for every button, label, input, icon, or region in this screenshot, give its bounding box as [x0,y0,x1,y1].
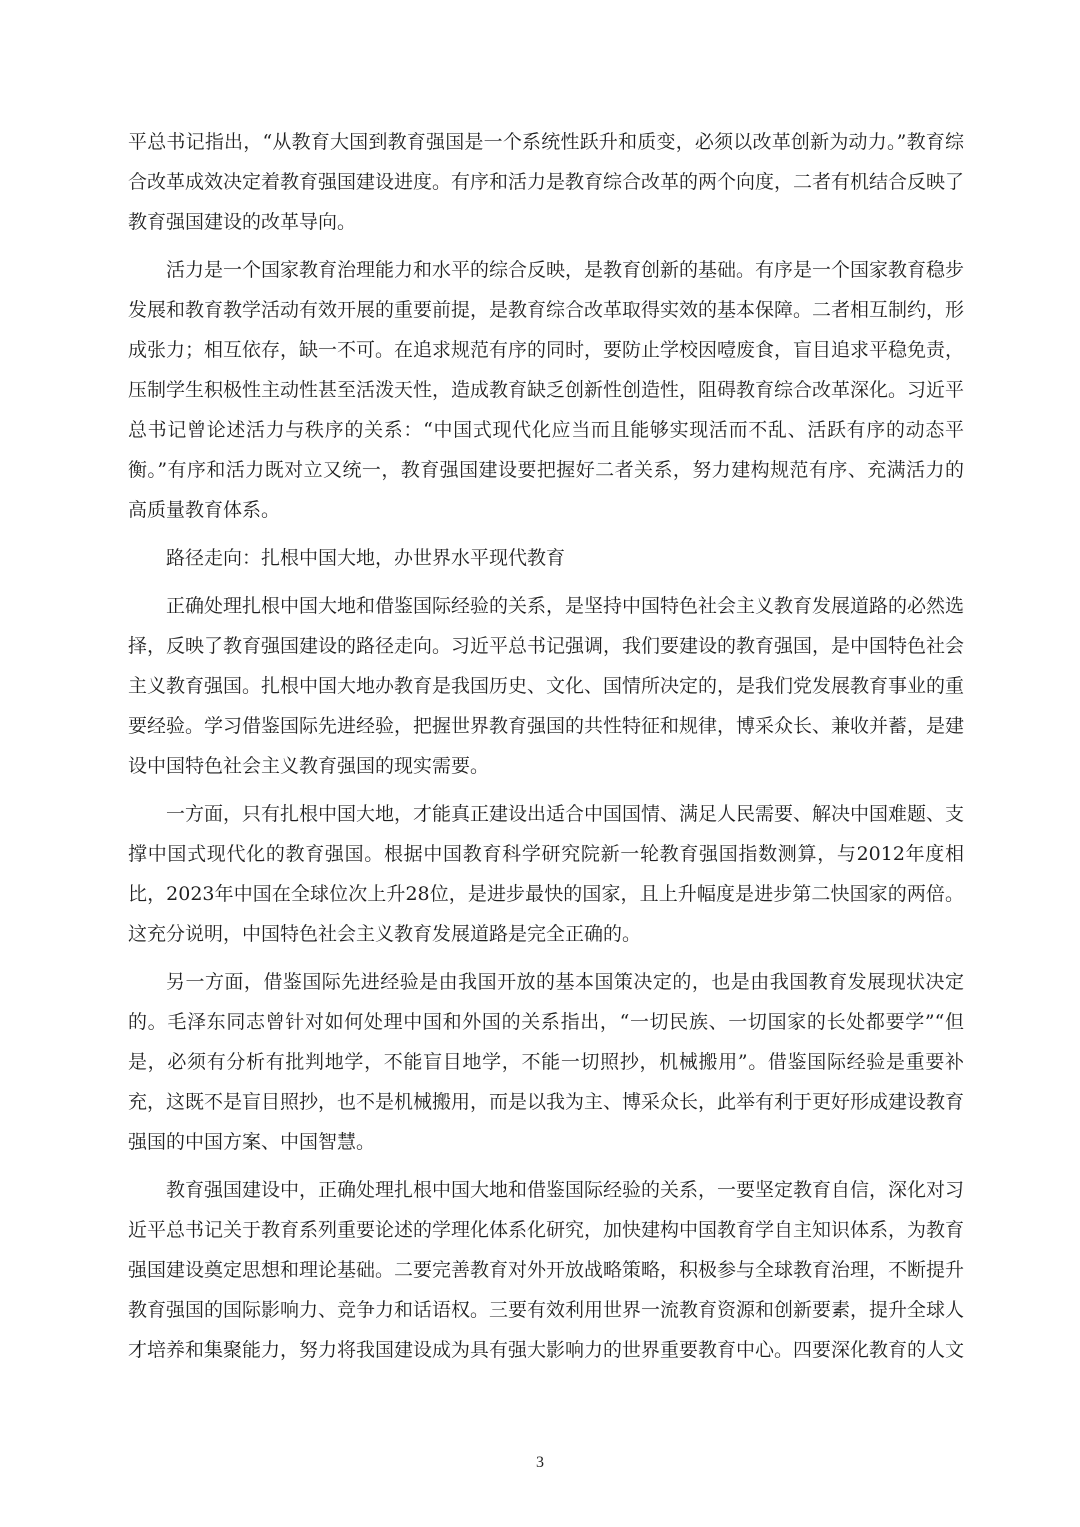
paragraph-other-hand: 另一方面，借鉴国际先进经验是由我国开放的基本国策决定的，也是由我国教育发展现状决定的。毛泽东同志曾针对如何处理中国和外国的关系指出，“一切民族、一切国家的长处都要学”“但是，必须有分析有批判地学，不能盲目地学，不能一切照抄，机械搬用”。借鉴国际经验是重要补充，这既不是盲目照抄，也不是机械搬用，而是以我为主、博采众长，此举有利于更好形成建设教育强国的中国方案、中国智慧。 [128,971,965,1153]
page-number: 3 [536,1454,544,1471]
paragraph-continuation: 平总书记指出，“从教育大国到教育强国是一个系统性跃升和质变，必须以改革创新为动力。”教育综合改革成效决定着教育强国建设进度。有序和活力是教育综合改革的两个向度，二者有机结合反映了教育强国建设的改革导向。 [128,131,965,233]
body-text [128,122,964,1378]
paragraph-vitality-order: 活力是一个国家教育治理能力和水平的综合反映，是教育创新的基础。有序是一个国家教育稳步发展和教育教学活动有效开展的重要前提，是教育综合改革取得实效的基本保障。二者相互制约，形成张力；相互依存，缺一不可。在追求规范有序的同时，要防止学校因噎废食，盲目追求平稳免责，压制学生积极性主动性甚至活泼天性，造成教育缺乏创新性创造性，阻碍教育综合改革深化。习近平总书记曾论述活力与秩序的关系：“中国式现代化应当而且能够实现活而不乱、活跃有序的动态平衡。”有序和活力既对立又统一，教育强国建设要把握好二者关系，努力建构规范有序、充满活力的高质量教育体系。 [128,259,965,521]
paragraph-path-direction: 正确处理扎根中国大地和借鉴国际经验的关系，是坚持中国特色社会主义教育发展道路的必然选择，反映了教育强国建设的路径走向。习近平总书记强调，我们要建设的教育强国，是中国特色社会主义教育强国。扎根中国大地办教育是我国历史、文化、国情所决定的，是我们党发展教育事业的重要经验。学习借鉴国际先进经验，把握世界教育强国的共性特征和规律，博采众长、兼收并蓄，是建设中国特色社会主义教育强国的现实需要。 [128,595,965,777]
paragraph-four-requirements: 教育强国建设中，正确处理扎根中国大地和借鉴国际经验的关系，一要坚定教育自信，深化对习近平总书记关于教育系列重要论述的学理化体系化研究，加快建构中国教育学自主知识体系，为教育强国建设奠定思想和理论基础。二要完善教育对外开放战略策略，积极参与全球教育治理，不断提升教育强国的国际影响力、竞争力和话语权。三要有效利用世界一流教育资源和创新要素，提升全球人才培养和集聚能力，努力将我国建设成为具有强大影响力的世界重要教育中心。四要深化教育的人文 [128,1179,965,1361]
paragraph-one-hand: 一方面，只有扎根中国大地，才能真正建设出适合中国国情、满足人民需要、解决中国难题、支撑中国式现代化的教育强国。根据中国教育科学研究院新一轮教育强国指数测算，与2012年度相比，2023年中国在全球位次上升28位，是进步最快的国家，且上升幅度是进步第二快国家的两倍。这充分说明，中国特色社会主义教育发展道路是完全正确的。 [128,803,965,945]
section-heading: 路径走向：扎根中国大地，办世界水平现代教育 [166,547,566,569]
